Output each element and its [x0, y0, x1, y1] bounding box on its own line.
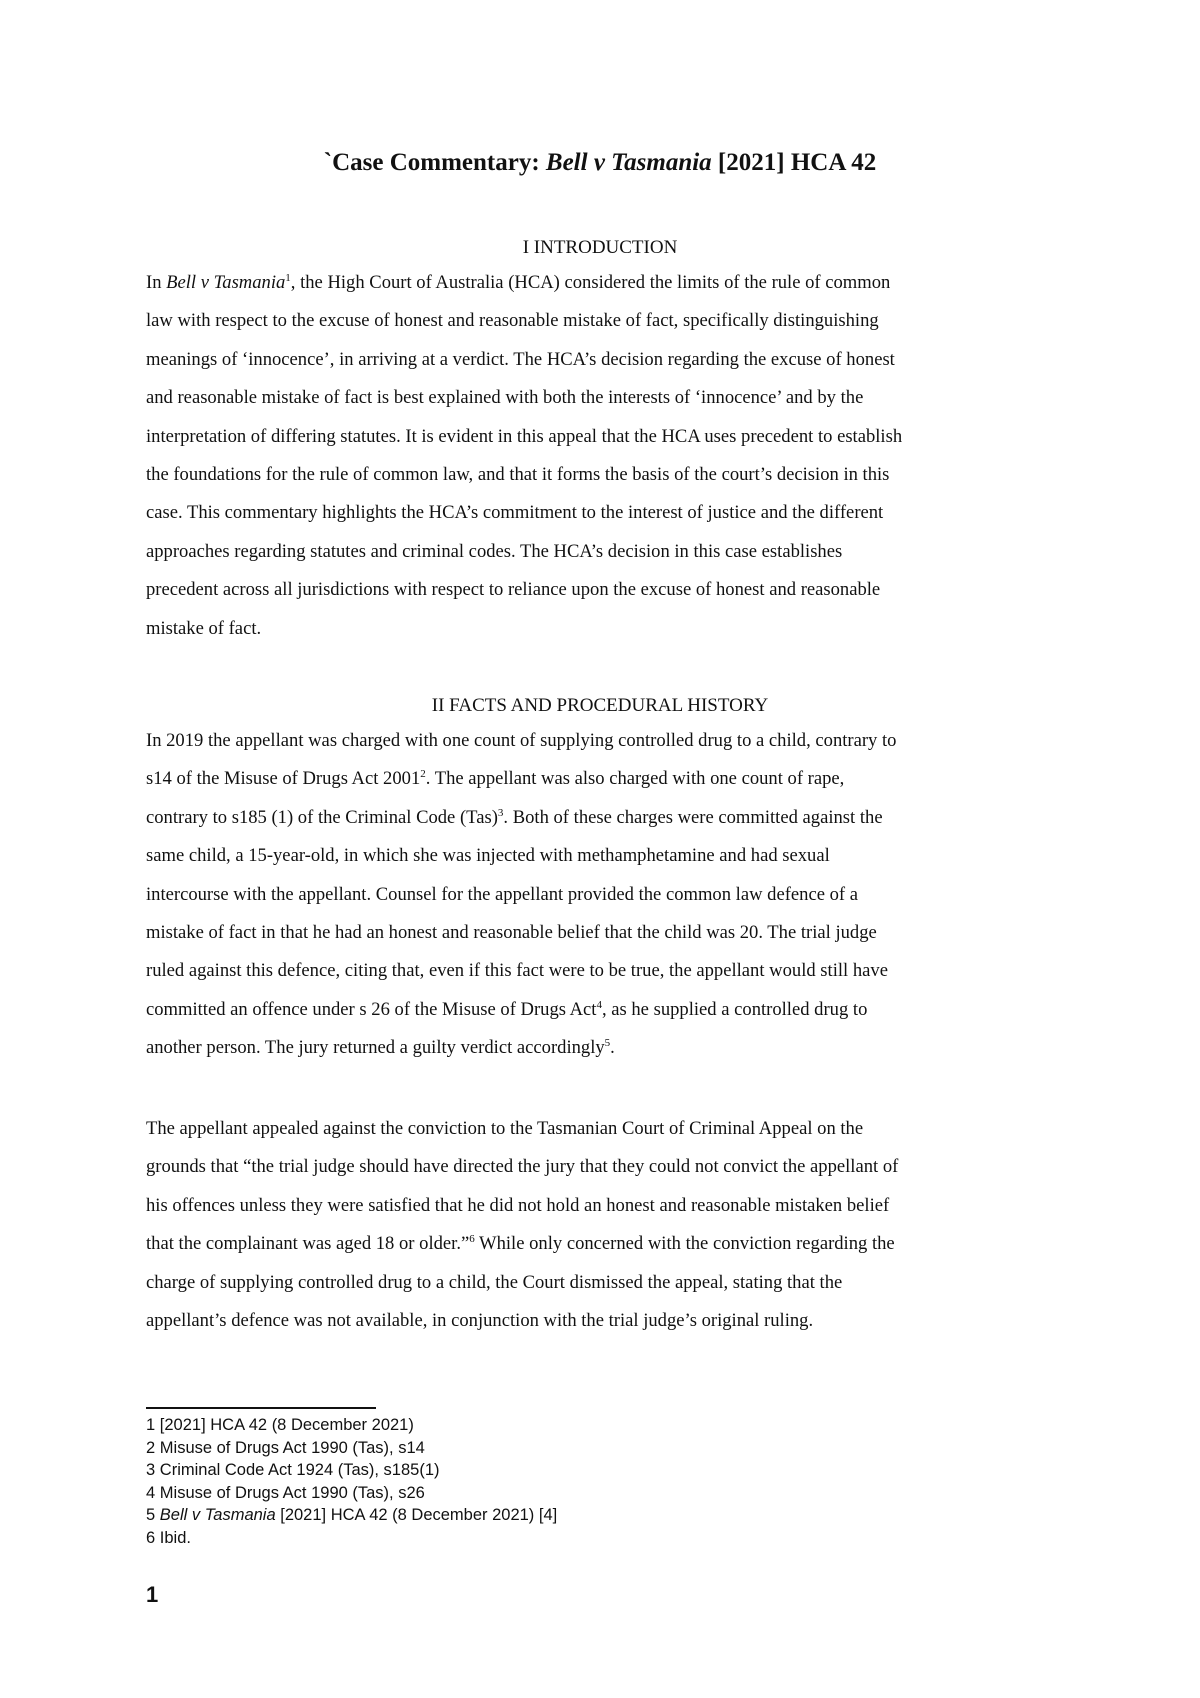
text-line: another person. The jury returned a guilty verdict accordingly$^5$.: [146, 1037, 615, 1059]
text-line: precedent across all jurisdictions with respect to reliance upon the excuse of honest and reasonable: [146, 579, 881, 601]
text-line: mistake of fact in that he had an honest and reasonable belief that the child was 20. The trial judge: [146, 921, 877, 943]
footnote: 3 Criminal Code Act 1924 (Tas), s185(1): [146, 1461, 440, 1479]
text-line: In 2019 the appellant was charged with one count of supplying controlled drug to a child, contrary to: [146, 730, 897, 751]
footnote-ref[interactable]: 5: [604, 1037, 611, 1050]
text-line: The appellant appealed against the conviction to the Tasmanian Court of Criminal Appeal on the: [146, 1118, 864, 1139]
footnote-ref[interactable]: 1: [285, 272, 291, 284]
text-line: that the complainant was aged 18 or older.”$^6$ While only concerned with the conviction regarding the: [146, 1233, 895, 1255]
title-suffix: [2021] HCA 42: [711, 149, 877, 176]
footnote: 1 [2021] HCA 42 (8 December 2021): [146, 1416, 414, 1434]
text-line: case. This commentary highlights the HCA’s commitment to the interest of justice and the different: [146, 502, 884, 524]
footnote: 2 Misuse of Drugs Act 1990 (Tas), s14: [146, 1438, 425, 1457]
footnote-separator: [146, 1407, 376, 1409]
appeal-paragraph: [146, 1110, 1066, 1340]
text-line: appellant’s defence was not available, in conjunction with the trial judge’s original ruling.: [146, 1309, 814, 1331]
text-line: his offences unless they were satisfied that he did not hold an honest and reasonable mistaken belief: [146, 1194, 890, 1216]
footnote-ref[interactable]: 4: [596, 998, 602, 1011]
footnote-ref[interactable]: 6: [469, 1233, 475, 1246]
text-line: the foundations for the rule of common law, and that it forms the basis of the court’s decision in this: [146, 463, 890, 485]
text-line: mistake of fact.: [146, 617, 262, 639]
text-line: charge of supplying controlled drug to a child, the Court dismissed the appeal, stating that the: [146, 1271, 843, 1293]
footnotes: [146, 1414, 557, 1549]
text-line: committed an offence under s 26 of the Misuse of Drugs Act$^4$, as he supplied a controlled drug to: [146, 998, 868, 1020]
section-heading-introduction: I INTRODUCTION: [522, 237, 678, 258]
page-number: 1: [146, 1582, 159, 1607]
title-case-name: Bell v Tasmania: [545, 149, 712, 176]
text-line: In Bell v Tasmania$^1$, the High Court of Australia (HCA) considered the limits of the rule of common: [146, 272, 891, 293]
text-line: and reasonable mistake of fact is best explained with both the interests of ‘innocence’ and by the: [146, 387, 864, 409]
text-line: interpretation of differing statutes. It is evident in this appeal that the HCA uses precedent to establish: [146, 425, 903, 447]
footnote: 5 Bell v Tasmania [2021] HCA 42 (8 December 2021) [4]: [146, 1506, 558, 1524]
section-heading-facts: II FACTS AND PROCEDURAL HISTORY: [431, 695, 769, 716]
footnote-ref[interactable]: 2: [420, 768, 426, 781]
footnote: 6 Ibid.: [146, 1528, 191, 1547]
introduction-paragraph: [146, 264, 1066, 648]
text-line: contrary to s185 (1) of the Criminal Code (Tas)$^3$. Both of these charges were committed against the: [146, 806, 883, 828]
footnote: 4 Misuse of Drugs Act 1990 (Tas), s26: [146, 1483, 425, 1502]
text-line: ruled against this defence, citing that, even if this fact were to be true, the appellant would still have: [146, 960, 888, 982]
text-line: approaches regarding statutes and criminal codes. The HCA’s decision in this case establishes: [146, 540, 843, 562]
text-line: s14 of the Misuse of Drugs Act 2001$^2$. The appellant was also charged with one count of rape,: [146, 768, 845, 790]
text-line: meanings of ‘innocence’, in arriving at a verdict. The HCA’s decision regarding the excuse of honest: [146, 348, 895, 370]
text-line: intercourse with the appellant. Counsel for the appellant provided the common law defence of a: [146, 883, 859, 905]
facts-paragraph: [146, 722, 1066, 1068]
title-prefix: `Case Commentary:: [323, 149, 546, 176]
footnote-ref[interactable]: 3: [497, 806, 504, 819]
text-line: grounds that “the trial judge should have directed the jury that they could not convict the appellant of: [146, 1156, 899, 1178]
page-title: [0, 146, 1200, 180]
text-line: same child, a 15-year-old, in which she was injected with methamphetamine and had sexual: [146, 845, 830, 867]
text-line: law with respect to the excuse of honest and reasonable mistake of fact, specifically distinguishing: [146, 310, 879, 332]
